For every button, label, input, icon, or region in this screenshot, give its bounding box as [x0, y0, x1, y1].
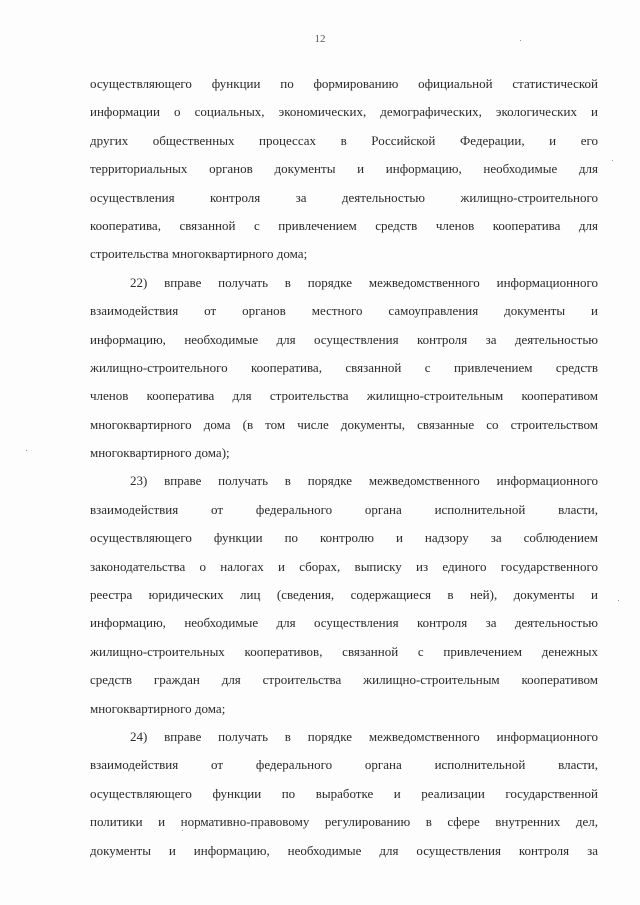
text-line: документы и информацию, необходимые для осуществления контроля за [90, 842, 598, 858]
text-line: информации о социальных, экономических, демографических, экологических и [90, 104, 598, 120]
text-line: строительства многоквартирного дома; [90, 246, 308, 262]
text-line: территориальных органов документы и информацию, необходимые для [90, 161, 598, 177]
text-line: взаимодействия от органов местного самоуправления документы и [90, 303, 598, 319]
text-line: взаимодействия от федерального органа исполнительной власти, [90, 757, 598, 773]
text-line: кооператива, связанной с привлечением средств членов кооператива для [90, 217, 598, 233]
scan-speck [26, 450, 27, 451]
paragraph-21-continuation [90, 70, 598, 269]
text-line: многоквартирного дома); [90, 445, 230, 461]
text-line: осуществляющего функции по выработке и реализации государственной [90, 785, 598, 801]
text-line: законодательства о налогах и сборах, выписку из единого государственного [90, 558, 598, 574]
text-line: других общественных процессах в Российской Федерации, и его [90, 132, 598, 148]
scan-speck [520, 40, 521, 41]
text-line: средств граждан для строительства жилищно-строительным кооперативом [90, 672, 598, 688]
text-line: 23) вправе получать в порядке межведомственного информационного [130, 473, 598, 489]
text-line: взаимодействия от федерального органа исполнительной власти, [90, 501, 598, 517]
text-line: осуществления контроля за деятельностью жилищно-строительного [90, 189, 598, 205]
text-line: многоквартирного дома; [90, 700, 226, 716]
text-line: осуществляющего функции по формированию официальной статистической [90, 76, 598, 91]
paragraph-24 [90, 723, 598, 865]
text-line: жилищно-строительных кооперативов, связанной с привлечением денежных [90, 643, 598, 659]
document-body [90, 70, 598, 865]
scan-speck [618, 600, 619, 601]
paragraph-22 [90, 269, 598, 468]
text-line: реестра юридических лиц (сведения, содержащиеся в ней), документы и [90, 587, 598, 603]
text-line: 24) вправе получать в порядке межведомственного информационного [130, 728, 598, 744]
text-line: членов кооператива для строительства жилищно-строительным кооперативом [90, 388, 598, 404]
text-line: многоквартирного дома (в том числе документы, связанные со строительством [90, 416, 598, 432]
paragraph-23 [90, 467, 598, 723]
scan-speck [612, 160, 613, 161]
text-line: жилищно-строительного кооператива, связанной с привлечением средств [90, 359, 598, 375]
text-line: информацию, необходимые для осуществления контроля за деятельностью [90, 331, 598, 347]
text-line: осуществляющего функции по контролю и надзору за соблюдением [90, 530, 598, 546]
text-line: политики и нормативно-правовому регулированию в сфере внутренних дел, [90, 814, 598, 830]
scan-speck [182, 830, 183, 831]
text-line: 22) вправе получать в порядке межведомственного информационного [130, 274, 598, 290]
page-number: 12 [314, 33, 326, 45]
text-line: информацию, необходимые для осуществления контроля за деятельностью [90, 615, 598, 631]
